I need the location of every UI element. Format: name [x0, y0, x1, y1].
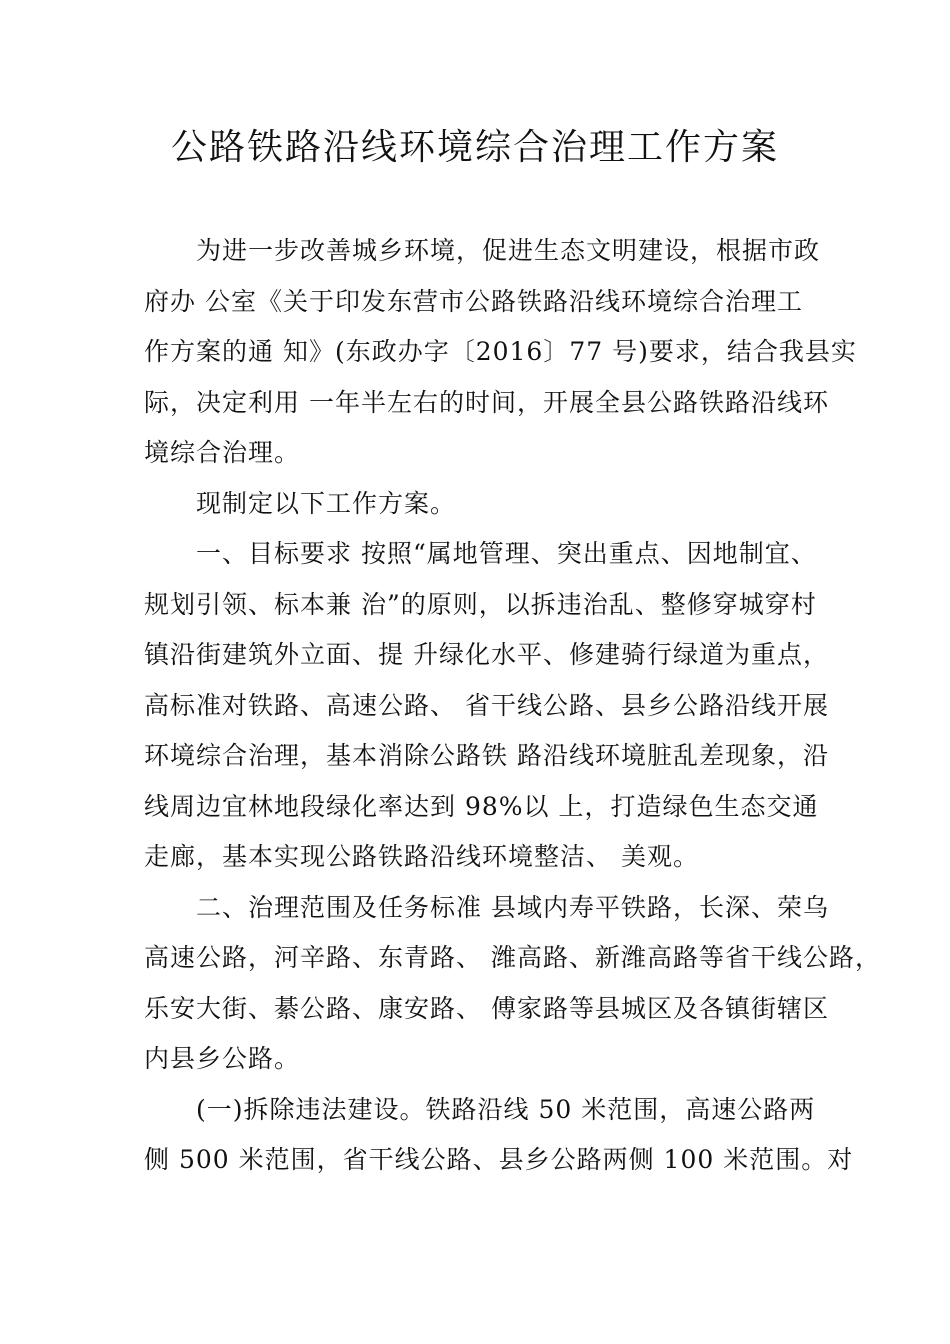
paragraph-line: 为进一步改善城乡环境，促进生态文明建设，根据市政: [196, 236, 821, 265]
paragraph-line: 高速公路，河辛路、东青路、 潍高路、新潍高路等省干线公路，: [144, 943, 881, 972]
paragraph-line: 高标准对铁路、高速公路、 省干线公路、县乡公路沿线开展: [144, 690, 829, 720]
document-title: 公路铁路沿线环境综合治理工作方案: [170, 127, 779, 168]
paragraph-line: 乐安大街、綦公路、康安路、 傅家路等县城区及各镇街辖区: [144, 993, 829, 1023]
paragraph-line: 线周边宜林地段绿化率达到 98%以 上，打造绿色生态交通: [144, 791, 819, 821]
paragraph-line: 内县乡公路。: [144, 1044, 301, 1073]
document-body: [144, 226, 881, 1186]
paragraph-line: 现制定以下工作方案。: [196, 488, 457, 518]
section-heading-line: 二、治理范围及任务标准 县域内寿平铁路，长深、荣乌: [196, 892, 829, 922]
paragraph-line: 府办 公室《关于印发东营市公路铁路沿线环境综合治理工: [144, 286, 803, 316]
paragraph-line: 走廊，基本实现公路铁路沿线环境整洁、 美观。: [144, 842, 699, 871]
section-heading-line: 一、目标要求 按照“属地管理、突出重点、因地制宜、: [196, 539, 817, 568]
paragraph-line: 侧 500 米范围，省干线公路、县乡公路两侧 100 米范围。对: [144, 1145, 854, 1174]
paragraph-line: 镇沿街建筑外立面、提 升绿化水平、修建骑行绿道为重点，: [144, 640, 829, 669]
paragraph-line: 作方案的通 知》(东政办字〔2016〕77 号)要求，结合我县实: [144, 337, 857, 366]
paragraph-line: 规划引领、标本兼 治”的原则，以拆违治乱、整修穿城穿村: [144, 589, 817, 619]
paragraph-line: 际，决定利用 一年半左右的时间，开展全县公路铁路沿线环: [144, 387, 829, 417]
subsection-heading-line: (一)拆除违法建设。铁路沿线 50 米范围，高速公路两: [196, 1094, 816, 1124]
paragraph-line: 境综合治理。: [144, 438, 301, 467]
paragraph-line: 环境综合治理，基本消除公路铁 路沿线环境脏乱差现象，沿: [144, 741, 829, 770]
